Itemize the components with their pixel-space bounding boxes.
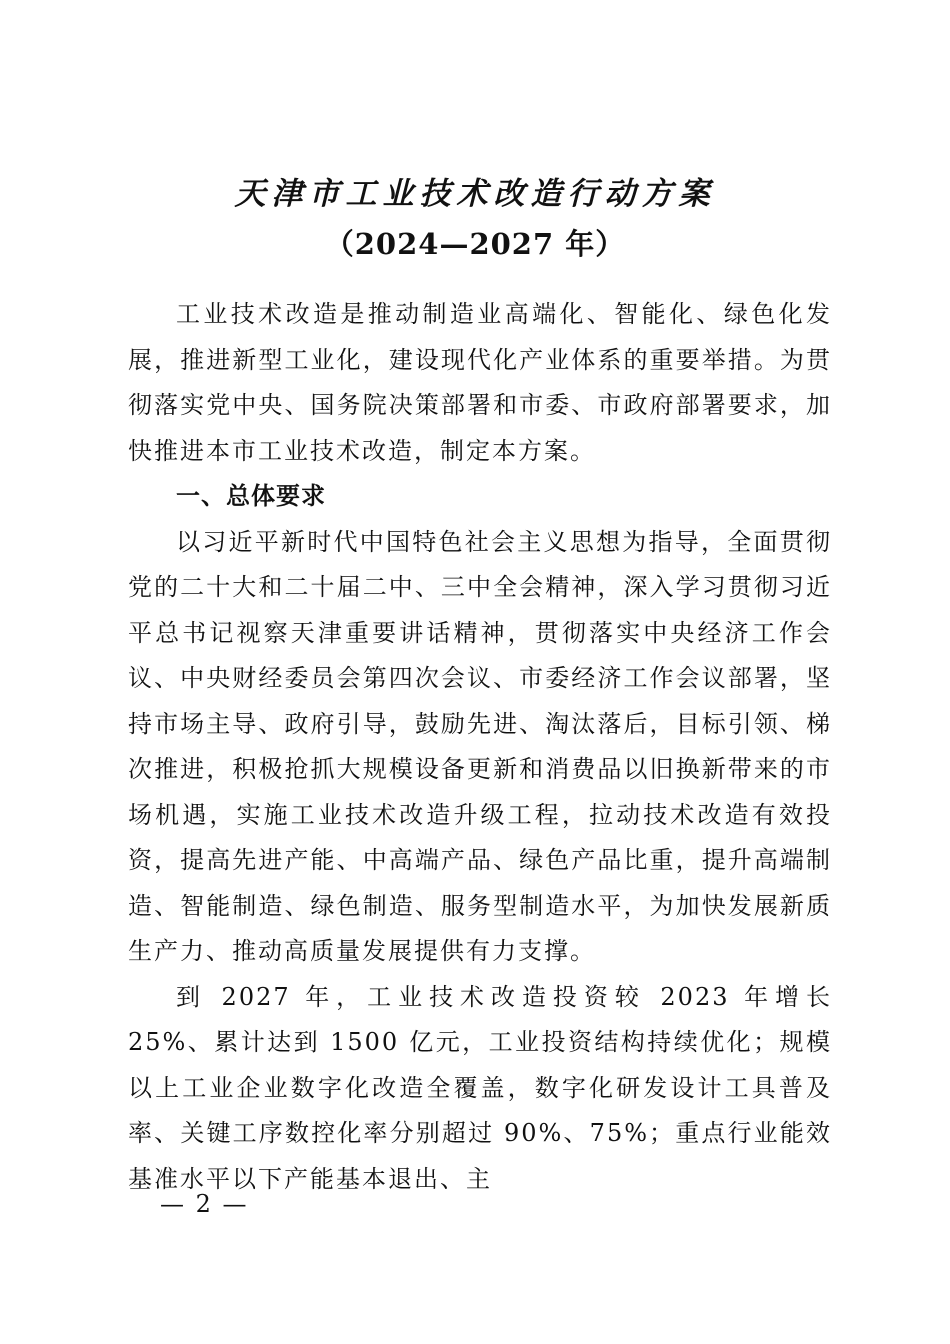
section-heading: 一、总体要求 xyxy=(176,482,326,510)
document-subtitle: （2024—2027 年） xyxy=(324,227,626,261)
document-title: 天津市工业技术改造行动方案 xyxy=(234,176,716,212)
document-body xyxy=(128,292,832,1202)
body-paragraph: 到 2027 年，工业技术改造投资较 2023 年增长 25%、累计达到 1500 亿元，工业投资结构持续优化；规模以上工业企业数字化改造全覆盖，数字化研发设计工具普及率、关键工序数控化率分别超过 90%、75%；重点行业能效基准水平以下产能基本退出、主 xyxy=(128,982,832,1193)
intro-paragraph: 工业技术改造是推动制造业高端化、智能化、绿色化发展，推进新型工业化，建设现代化产业体系的重要举措。为贯彻落实党中央、国务院决策部署和市委、市政府部署要求，加快推进本市工业技术改造，制定本方案。 xyxy=(128,300,832,465)
body-paragraph: 以习近平新时代中国特色社会主义思想为指导，全面贯彻党的二十大和二十届二中、三中全会精神，深入学习贯彻习近平总书记视察天津重要讲话精神，贯彻落实中央经济工作会议、中央财经委员会第四次会议、市委经济工作会议部署，坚持市场主导、政府引导，鼓励先进、淘汰落后，目标引领、梯次推进，积极抢抓大规模设备更新和消费品以旧换新带来的市场机遇，实施工业技术改造升级工程，拉动技术改造有效投资，提高先进产能、中高端产品、绿色产品比重，提升高端制造、智能制造、绿色制造、服务型制造水平，为加快发展新质生产力、推动高质量发展提供有力支撑。 xyxy=(128,527,832,965)
page-number: — 2 — xyxy=(160,1190,249,1218)
